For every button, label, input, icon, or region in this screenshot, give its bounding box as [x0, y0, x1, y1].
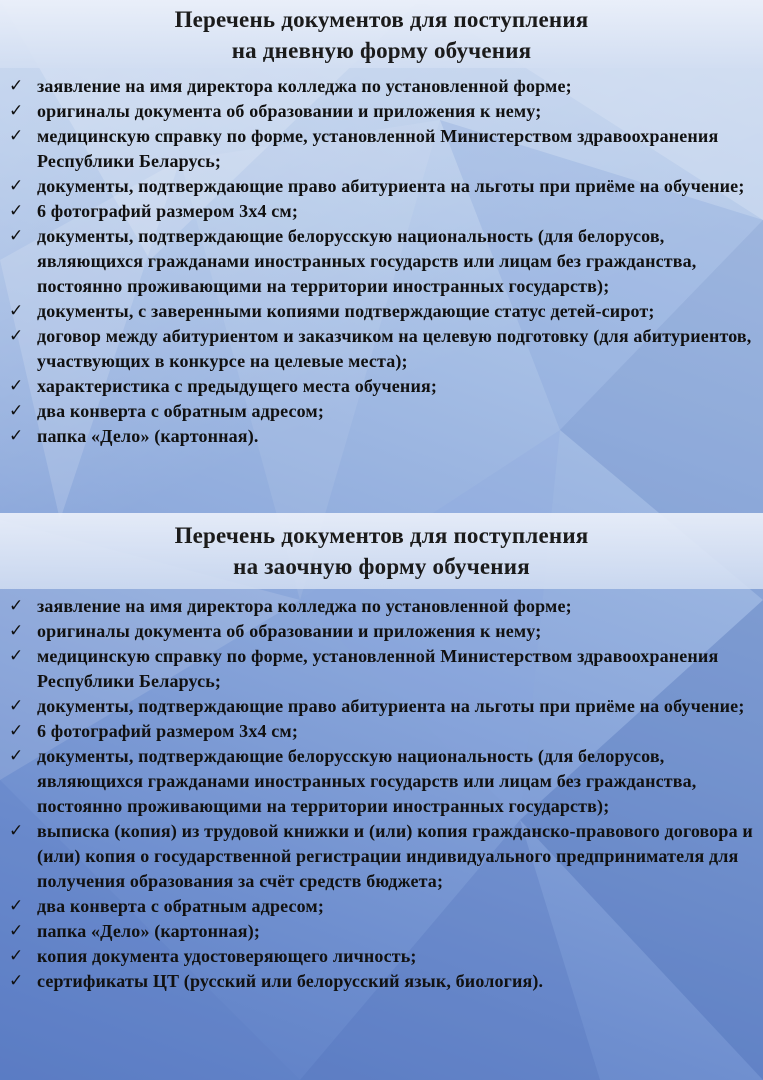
list-item: ✓ выписка (копия) из трудовой книжки и (или) копия гражданско-правового договора и (или) копия о государственной регистрации индивидуального предпринимателя для получения образования за счёт средств бюджета; — [9, 821, 753, 891]
list-item: ✓ документы, подтверждающие право абитуриента на льготы при приёме на обучение; — [0, 174, 763, 199]
checkmark-icon: ✓ — [9, 401, 24, 421]
list-item: ✓ документы, подтверждающие белорусскую национальность (для белорусов, являющихся гражданами иностранных государств или лицам без гражданства, постоянно проживающими на территории иностранных государств); — [9, 226, 697, 296]
checkmark-icon: ✓ — [9, 896, 24, 916]
day-form-header — [0, 0, 763, 68]
list-item: ✓ папка «Дело» (картонная). — [0, 424, 763, 449]
day-form-title-line1: Перечень документов для поступления — [174, 7, 589, 32]
extramural-form-title-line1: Перечень документов для поступления — [174, 523, 589, 548]
checkmark-icon: ✓ — [9, 696, 24, 716]
checkmark-icon: ✓ — [9, 76, 24, 96]
checkmark-icon: ✓ — [9, 721, 24, 741]
list-item: ✓ медицинскую справку по форме, установленной Министерством здравоохранения Республики Беларусь; — [9, 126, 719, 171]
checkmark-icon: ✓ — [9, 301, 24, 321]
list-item: ✓ 6 фотографий размером 3х4 см; — [0, 719, 763, 744]
checkmark-icon: ✓ — [9, 426, 24, 446]
checkmark-icon: ✓ — [9, 126, 24, 146]
day-form-section — [0, 0, 763, 449]
checkmark-icon: ✓ — [9, 946, 24, 966]
checkmark-icon: ✓ — [9, 821, 24, 841]
checkmark-icon: ✓ — [9, 201, 24, 221]
list-item: ✓ медицинскую справку по форме, установленной Министерством здравоохранения Республики Беларусь; — [9, 646, 719, 691]
list-item: ✓ документы, подтверждающие белорусскую национальность (для белорусов, являющихся гражданами иностранных государств или лицам без гражданства, постоянно проживающими на территории иностранных государств); — [9, 746, 697, 816]
list-item: ✓ два конверта с обратным адресом; — [0, 399, 763, 424]
extramural-form-document-list — [0, 594, 763, 994]
list-item: ✓ договор между абитуриентом и заказчиком на целевую подготовку (для абитуриентов, участвующих в конкурсе на целевые места); — [9, 326, 752, 371]
list-item: ✓ документы, подтверждающие право абитуриента на льготы при приёме на обучение; — [0, 694, 763, 719]
day-form-document-list — [0, 74, 763, 449]
list-item: ✓ копия документа удостоверяющего личность; — [0, 944, 763, 969]
checkmark-icon: ✓ — [9, 101, 24, 121]
list-item: ✓ документы, с заверенными копиями подтверждающие статус детей-сирот; — [0, 299, 763, 324]
checkmark-icon: ✓ — [9, 971, 24, 991]
list-item: ✓ оригиналы документа об образовании и приложения к нему; — [0, 99, 763, 124]
checkmark-icon: ✓ — [9, 646, 24, 666]
checkmark-icon: ✓ — [9, 176, 24, 196]
list-item: ✓ оригиналы документа об образовании и приложения к нему; — [0, 619, 763, 644]
list-item: ✓ 6 фотографий размером 3х4 см; — [0, 199, 763, 224]
extramural-form-section — [0, 513, 763, 994]
checkmark-icon: ✓ — [9, 596, 24, 616]
checkmark-icon: ✓ — [9, 746, 24, 766]
list-item: ✓ сертификаты ЦТ (русский или белорусский язык, биология). — [0, 969, 763, 994]
extramural-form-header — [0, 513, 763, 589]
extramural-form-title-line2: на заочную форму обучения — [233, 554, 530, 579]
checkmark-icon: ✓ — [9, 326, 24, 346]
checkmark-icon: ✓ — [9, 621, 24, 641]
checkmark-icon: ✓ — [9, 226, 24, 246]
list-item: ✓ характеристика с предыдущего места обучения; — [0, 374, 763, 399]
list-item: ✓ два конверта с обратным адресом; — [0, 894, 763, 919]
list-item: ✓ заявление на имя директора колледжа по установленной форме; — [0, 594, 763, 619]
list-item: ✓ заявление на имя директора колледжа по установленной форме; — [0, 74, 763, 99]
checkmark-icon: ✓ — [9, 921, 24, 941]
day-form-title-line2: на дневную форму обучения — [231, 38, 532, 63]
checkmark-icon: ✓ — [9, 376, 24, 396]
list-item: ✓ папка «Дело» (картонная); — [0, 919, 763, 944]
